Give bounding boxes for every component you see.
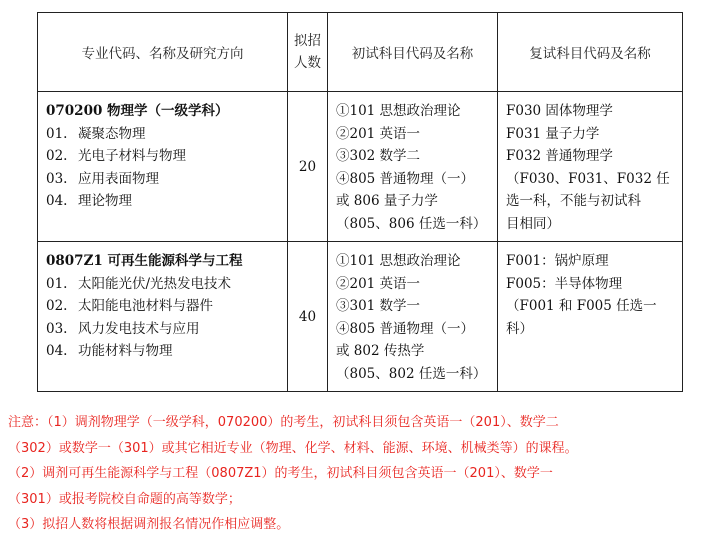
- retest-subjects-cell: [498, 242, 683, 392]
- subject-line: 选一科，不能与初试科: [506, 193, 641, 209]
- subject-line: （F001 和 F005 任选一: [506, 298, 657, 314]
- header-major: 专业代码、名称及研究方向: [38, 13, 288, 92]
- notes-section: [8, 410, 703, 538]
- header-plan-count: 拟招 人数: [288, 13, 328, 92]
- direction-item: 04. 功能材料与物理: [46, 343, 173, 359]
- subject-line: ④805 普通物理（一）: [336, 320, 475, 337]
- subject-line: （805、806 任选一科）: [336, 215, 487, 232]
- subject-line: ④805 普通物理（一）: [336, 170, 475, 187]
- initial-subjects-cell: [328, 92, 498, 242]
- subject-line: （F030、F031、F032 任: [506, 170, 670, 187]
- direction-item: 04. 理论物理: [46, 193, 132, 209]
- major-title: 0807Z1 可再生能源科学与工程: [46, 253, 243, 269]
- major-title: 070200 物理学（一级学科）: [46, 103, 229, 119]
- note-line: （301）或报考院校自命题的高等数学；: [8, 491, 241, 507]
- direction-item: 02. 太阳能电池材料与器件: [46, 298, 213, 314]
- initial-subjects-cell: [328, 242, 498, 392]
- subject-line: （805、802 任选一科）: [336, 365, 487, 382]
- subject-line: ③302 数学二: [336, 148, 421, 164]
- direction-item: 03. 应用表面物理: [46, 170, 159, 187]
- direction-item: 01. 凝聚态物理: [46, 125, 146, 142]
- subject-line: 目相同）: [506, 215, 560, 232]
- subject-line: ③301 数学一: [336, 298, 421, 314]
- subject-line: ①101 思想政治理论: [336, 103, 461, 119]
- plan-count: 40: [298, 308, 317, 325]
- table-header-row: [38, 13, 683, 92]
- note-line: 注意：（1）调剂物理学（一级学科，070200）的考生，初试科目须包含英语一（201）、数学二: [8, 415, 559, 430]
- subject-line: 科）: [506, 320, 533, 337]
- note-line: （2）调剂可再生能源科学与工程（0807Z1）的考生，初试科目须包含英语一（201）、数学一: [8, 466, 553, 481]
- table-row-physics: [38, 92, 683, 242]
- subject-line: F030 固体物理学: [506, 103, 613, 119]
- plan-count: 20: [298, 158, 317, 175]
- header-initial-subjects: 初试科目代码及名称: [328, 13, 498, 92]
- note-line: （302）或数学一（301）或其它相近专业（物理、化学、材料、能源、环境、机械类等）的课程。: [8, 440, 578, 456]
- admission-plan-table: [37, 12, 683, 392]
- note-line: （3）拟招人数将根据调剂报名情况作相应调整。: [8, 517, 290, 532]
- subject-line: ②201 英语一: [336, 275, 421, 292]
- plan-count-cell: [288, 242, 328, 392]
- subject-line: ②201 英语一: [336, 125, 421, 142]
- subject-line: 或 802 传热学: [336, 343, 425, 359]
- table-row-renewable-energy: [38, 242, 683, 392]
- header-retest-subjects: 复试科目代码及名称: [498, 13, 683, 92]
- subject-line: ①101 思想政治理论: [336, 253, 461, 269]
- major-cell: [38, 92, 288, 242]
- subject-line: F031 量子力学: [506, 125, 600, 142]
- subject-line: F001：锅炉原理: [506, 253, 609, 269]
- subject-line: F005：半导体物理: [506, 275, 623, 292]
- major-cell: [38, 242, 288, 392]
- direction-item: 02. 光电子材料与物理: [46, 148, 186, 164]
- plan-count-cell: [288, 92, 328, 242]
- direction-item: 03. 风力发电技术与应用: [46, 320, 200, 337]
- subject-line: 或 806 量子力学: [336, 193, 438, 209]
- subject-line: F032 普通物理学: [506, 148, 613, 164]
- retest-subjects-cell: [498, 92, 683, 242]
- direction-item: 01. 太阳能光伏/光热发电技术: [46, 275, 232, 292]
